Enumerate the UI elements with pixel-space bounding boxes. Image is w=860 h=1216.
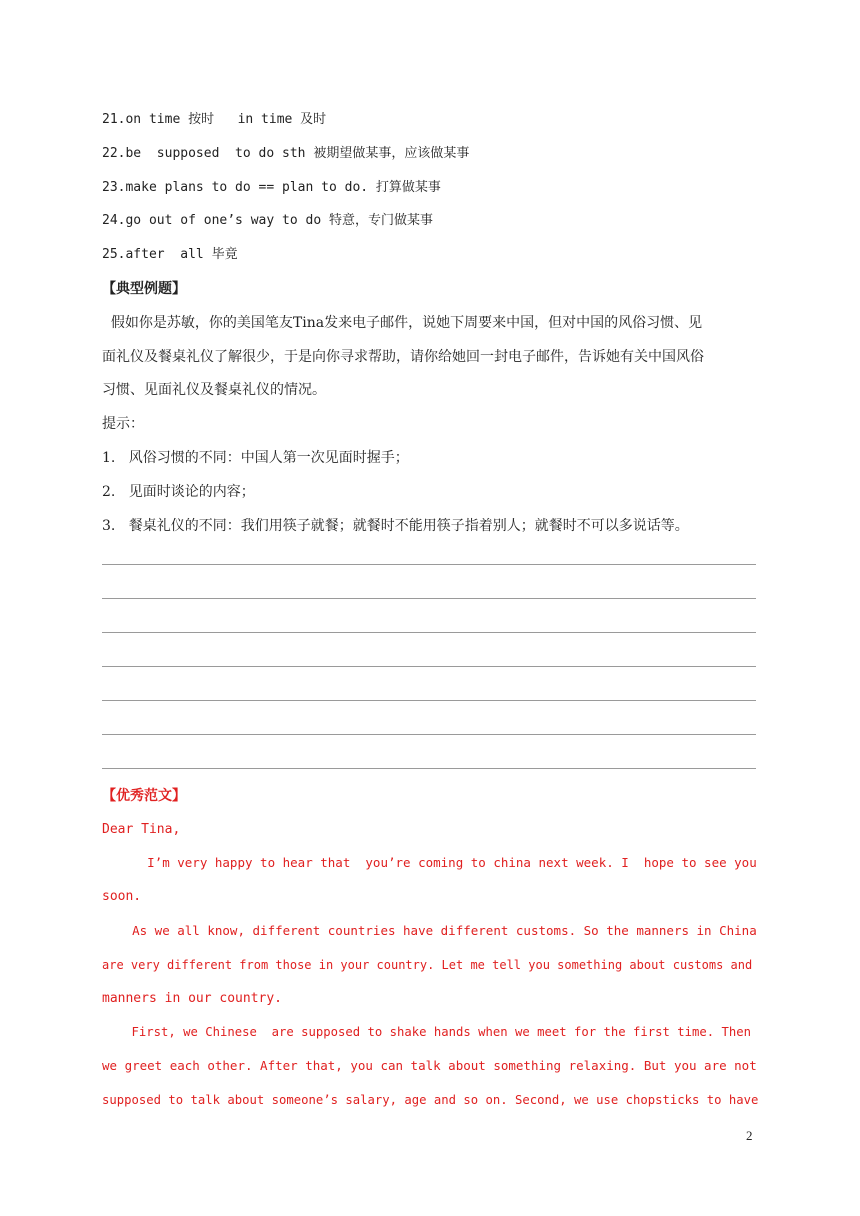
- phrase-22: 22.be supposed to do sth 被期望做某事，应该做某事: [102, 146, 470, 161]
- writing-line-6[interactable]: [102, 734, 756, 735]
- page-number: 2: [746, 1128, 753, 1143]
- example-heading: 【典型例题】: [102, 281, 186, 297]
- writing-line-5[interactable]: [102, 700, 756, 701]
- essay-line-3: As we all know, different countries have different customs. So the manners in China: [102, 923, 757, 938]
- writing-line-4[interactable]: [102, 666, 756, 667]
- hint-label: 提示：: [102, 416, 144, 432]
- writing-line-1[interactable]: [102, 564, 756, 565]
- essay-line-4: are very different from those in your country. Let me tell you something about customs and: [102, 958, 753, 972]
- essay-line-6: First, we Chinese are supposed to shake hands when we meet for the first time. Then: [102, 1025, 752, 1039]
- hint-2: 2. 见面时谈论的内容；: [102, 484, 255, 500]
- model-heading: 【优秀范文】: [102, 788, 186, 804]
- phrase-25: 25.after all 毕竟: [102, 247, 238, 262]
- hint-3: 3. 餐桌礼仪的不同：我们用筷子就餐；就餐时不能用筷子指着别人；就餐时不可以多说话等。: [102, 518, 689, 534]
- phrase-21: 21.on time 按时 in time 及时: [102, 112, 327, 127]
- writing-line-2[interactable]: [102, 598, 756, 599]
- prompt-line-1: 假如你是苏敏，你的美国笔友Tina发来电子邮件，说她下周要来中国，但对中国的风俗习惯、见: [102, 315, 703, 331]
- phrase-24: 24.go out of one’s way to do 特意，专门做某事: [102, 213, 433, 228]
- prompt-line-2: 面礼仪及餐桌礼仪了解很少，于是向你寻求帮助，请你给她回一封电子邮件，告诉她有关中国风俗: [102, 349, 704, 365]
- writing-line-7[interactable]: [102, 768, 756, 769]
- writing-line-3[interactable]: [102, 632, 756, 633]
- essay-line-5: manners in our country.: [102, 991, 283, 1006]
- essay-line-1: I’m very happy to hear that you’re coming to china next week. I hope to see you: [102, 855, 757, 870]
- essay-line-8: supposed to talk about someone’s salary, age and so on. Second, we use chopsticks to have: [102, 1093, 759, 1107]
- phrase-23: 23.make plans to do == plan to do. 打算做某事: [102, 180, 441, 195]
- hint-1: 1. 风俗习惯的不同：中国人第一次见面时握手；: [102, 450, 409, 466]
- essay-line-2: soon.: [102, 889, 142, 904]
- essay-line-7: we greet each other. After that, you can talk about something relaxing. But you are not: [102, 1058, 757, 1073]
- essay-greeting: Dear Tina,: [102, 822, 181, 837]
- prompt-line-3: 习惯、见面礼仪及餐桌礼仪的情况。: [102, 382, 326, 398]
